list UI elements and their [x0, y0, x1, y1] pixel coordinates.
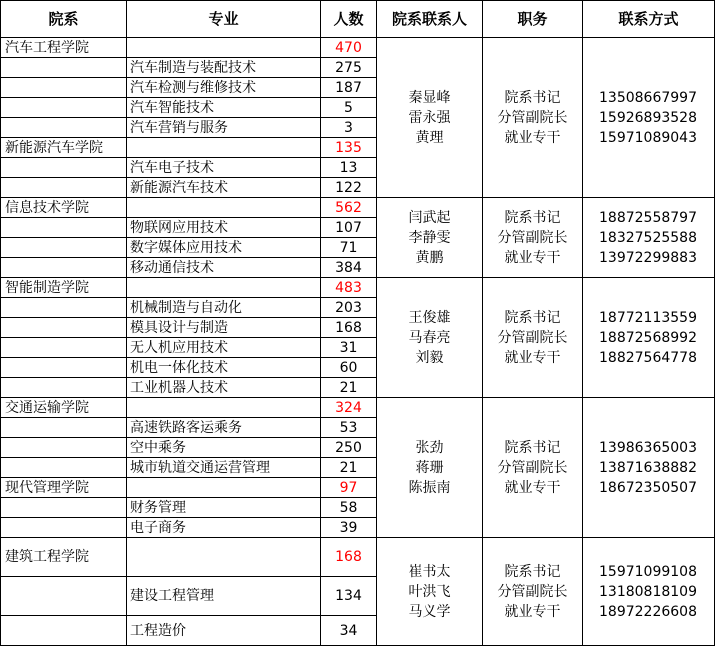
major-count: 71 — [321, 238, 377, 258]
major-cell: 模具设计与制造 — [127, 318, 321, 338]
contact-phones-line: 15971089043 — [599, 129, 697, 146]
header-contact-person: 院系联系人 — [377, 1, 483, 38]
major-cell: 移动通信技术 — [127, 258, 321, 278]
college-cell — [1, 58, 127, 78]
major-cell: 电子商务 — [127, 518, 321, 538]
table-row — [1, 538, 715, 577]
contact-persons-line: 李静雯 — [408, 229, 451, 246]
college-cell: 新能源汽车学院 — [1, 138, 127, 158]
header-role: 职务 — [483, 1, 583, 38]
contact-persons-line: 闫武起 — [408, 209, 451, 226]
major-count: 168 — [321, 318, 377, 338]
contact-roles-line: 院系书记 — [504, 209, 561, 226]
contact-roles — [483, 278, 583, 398]
contact-phones-line: 13180818109 — [599, 583, 697, 600]
major-count: 134 — [321, 577, 377, 616]
major-cell: 汽车制造与装配技术 — [127, 58, 321, 78]
contact-persons — [377, 38, 483, 198]
contact-roles-line: 分管副院长 — [497, 583, 568, 600]
contact-phones-line: 18327525588 — [599, 229, 697, 246]
college-cell — [1, 258, 127, 278]
contact-persons-line: 秦显峰 — [408, 89, 451, 106]
contact-persons-line: 叶洪飞 — [408, 583, 451, 600]
major-cell: 新能源汽车技术 — [127, 178, 321, 198]
contact-phones-line: 18972226608 — [599, 603, 697, 620]
major-count: 21 — [321, 378, 377, 398]
major-cell — [127, 138, 321, 158]
major-cell — [127, 538, 321, 577]
college-cell: 现代管理学院 — [1, 478, 127, 498]
contact-persons-line: 张劲 — [415, 439, 444, 456]
contact-persons-line: 黄理 — [415, 129, 444, 146]
contact-roles-line: 就业专干 — [504, 349, 561, 366]
college-cell — [1, 78, 127, 98]
major-count: 275 — [321, 58, 377, 78]
contact-persons-line: 黄鹏 — [415, 249, 444, 266]
major-cell — [127, 198, 321, 218]
major-cell: 物联网应用技术 — [127, 218, 321, 238]
major-count: 31 — [321, 338, 377, 358]
contact-persons — [377, 278, 483, 398]
major-cell: 财务管理 — [127, 498, 321, 518]
college-cell — [1, 238, 127, 258]
major-count: 122 — [321, 178, 377, 198]
contact-persons-line: 王俊雄 — [408, 309, 451, 326]
major-cell: 机械制造与自动化 — [127, 298, 321, 318]
major-count: 13 — [321, 158, 377, 178]
contact-roles-line: 院系书记 — [504, 563, 561, 580]
college-cell — [1, 298, 127, 318]
contact-roles-line: 分管副院长 — [497, 329, 568, 346]
contact-persons — [377, 538, 483, 646]
college-total-count: 324 — [321, 398, 377, 418]
college-cell — [1, 378, 127, 398]
college-cell — [1, 158, 127, 178]
college-cell — [1, 438, 127, 458]
contact-roles-line: 院系书记 — [504, 439, 561, 456]
contact-phones-line: 13972299883 — [599, 249, 697, 266]
major-count: 60 — [321, 358, 377, 378]
college-cell — [1, 218, 127, 238]
table-body — [1, 38, 715, 646]
contact-phones-line: 15926893528 — [599, 109, 697, 126]
table-row — [1, 278, 715, 298]
table-row — [1, 38, 715, 58]
contact-phones-line: 18772113559 — [599, 309, 697, 326]
major-cell: 空中乘务 — [127, 438, 321, 458]
contact-roles-line: 就业专干 — [504, 249, 561, 266]
college-cell: 建筑工程学院 — [1, 538, 127, 577]
major-cell: 汽车检测与维修技术 — [127, 78, 321, 98]
college-cell — [1, 98, 127, 118]
college-cell — [1, 418, 127, 438]
college-cell — [1, 616, 127, 646]
contact-phones-line: 18827564778 — [599, 349, 697, 366]
major-cell: 工业机器人技术 — [127, 378, 321, 398]
major-count: 3 — [321, 118, 377, 138]
major-cell: 无人机应用技术 — [127, 338, 321, 358]
contact-roles-line: 院系书记 — [504, 89, 561, 106]
major-count: 203 — [321, 298, 377, 318]
contact-roles-line: 分管副院长 — [497, 229, 568, 246]
college-cell — [1, 358, 127, 378]
college-total-count: 168 — [321, 538, 377, 577]
college-cell — [1, 498, 127, 518]
contact-phones — [583, 38, 715, 198]
major-cell: 城市轨道交通运营管理 — [127, 458, 321, 478]
header-contact-method: 联系方式 — [583, 1, 715, 38]
major-count: 250 — [321, 438, 377, 458]
contact-phones-line: 13508667997 — [599, 89, 697, 106]
contact-roles — [483, 538, 583, 646]
major-cell: 汽车智能技术 — [127, 98, 321, 118]
major-cell: 机电一体化技术 — [127, 358, 321, 378]
college-total-count: 562 — [321, 198, 377, 218]
college-total-count: 470 — [321, 38, 377, 58]
college-cell — [1, 338, 127, 358]
major-count: 384 — [321, 258, 377, 278]
major-cell: 高速铁路客运乘务 — [127, 418, 321, 438]
college-cell: 交通运输学院 — [1, 398, 127, 418]
contact-roles-line: 分管副院长 — [497, 459, 568, 476]
contact-roles-line: 分管副院长 — [497, 109, 568, 126]
contact-persons-line: 崔书太 — [408, 563, 451, 580]
contact-phones — [583, 278, 715, 398]
college-cell — [1, 318, 127, 338]
college-cell — [1, 577, 127, 616]
contact-persons-line: 刘毅 — [415, 349, 444, 366]
contact-phones-line: 13871638882 — [599, 459, 697, 476]
major-cell — [127, 398, 321, 418]
college-cell — [1, 458, 127, 478]
major-cell — [127, 278, 321, 298]
college-cell — [1, 178, 127, 198]
contact-phones-line: 18872568992 — [599, 329, 697, 346]
header-college: 院系 — [1, 1, 127, 38]
contact-phones — [583, 538, 715, 646]
major-cell: 建设工程管理 — [127, 577, 321, 616]
college-cell — [1, 118, 127, 138]
major-count: 187 — [321, 78, 377, 98]
major-count: 5 — [321, 98, 377, 118]
contact-roles-line: 院系书记 — [504, 309, 561, 326]
major-count: 34 — [321, 616, 377, 646]
college-cell: 信息技术学院 — [1, 198, 127, 218]
header-row — [1, 1, 715, 38]
header-count: 人数 — [321, 1, 377, 38]
contact-persons-line: 马义学 — [408, 603, 451, 620]
major-count: 107 — [321, 218, 377, 238]
contact-roles-line: 就业专干 — [504, 129, 561, 146]
contact-persons-line: 马春亮 — [408, 329, 451, 346]
table-row — [1, 398, 715, 418]
major-count: 21 — [321, 458, 377, 478]
contact-phones-line: 18872558797 — [599, 209, 697, 226]
contact-persons-line: 雷永强 — [408, 109, 451, 126]
contact-phones — [583, 398, 715, 538]
major-cell — [127, 478, 321, 498]
college-total-count: 483 — [321, 278, 377, 298]
contact-persons-line: 蒋珊 — [415, 459, 444, 476]
contact-roles-line: 就业专干 — [504, 479, 561, 496]
college-cell: 汽车工程学院 — [1, 38, 127, 58]
contact-roles — [483, 398, 583, 538]
college-total-count: 135 — [321, 138, 377, 158]
contact-roles — [483, 198, 583, 278]
contact-persons-line: 陈振南 — [408, 479, 451, 496]
major-cell: 工程造价 — [127, 616, 321, 646]
contact-phones-line: 15971099108 — [599, 563, 697, 580]
major-cell — [127, 38, 321, 58]
college-cell — [1, 518, 127, 538]
major-count: 58 — [321, 498, 377, 518]
major-cell: 汽车电子技术 — [127, 158, 321, 178]
header-major: 专业 — [127, 1, 321, 38]
contact-persons — [377, 198, 483, 278]
contact-phones-line: 18672350507 — [599, 479, 697, 496]
major-cell: 数字媒体应用技术 — [127, 238, 321, 258]
contact-roles — [483, 38, 583, 198]
contact-phones-line: 13986365003 — [599, 439, 697, 456]
contact-phones — [583, 198, 715, 278]
college-cell: 智能制造学院 — [1, 278, 127, 298]
college-total-count: 97 — [321, 478, 377, 498]
contact-persons — [377, 398, 483, 538]
major-cell: 汽车营销与服务 — [127, 118, 321, 138]
contact-roles-line: 就业专干 — [504, 603, 561, 620]
major-count: 39 — [321, 518, 377, 538]
major-count: 53 — [321, 418, 377, 438]
table-row — [1, 198, 715, 218]
